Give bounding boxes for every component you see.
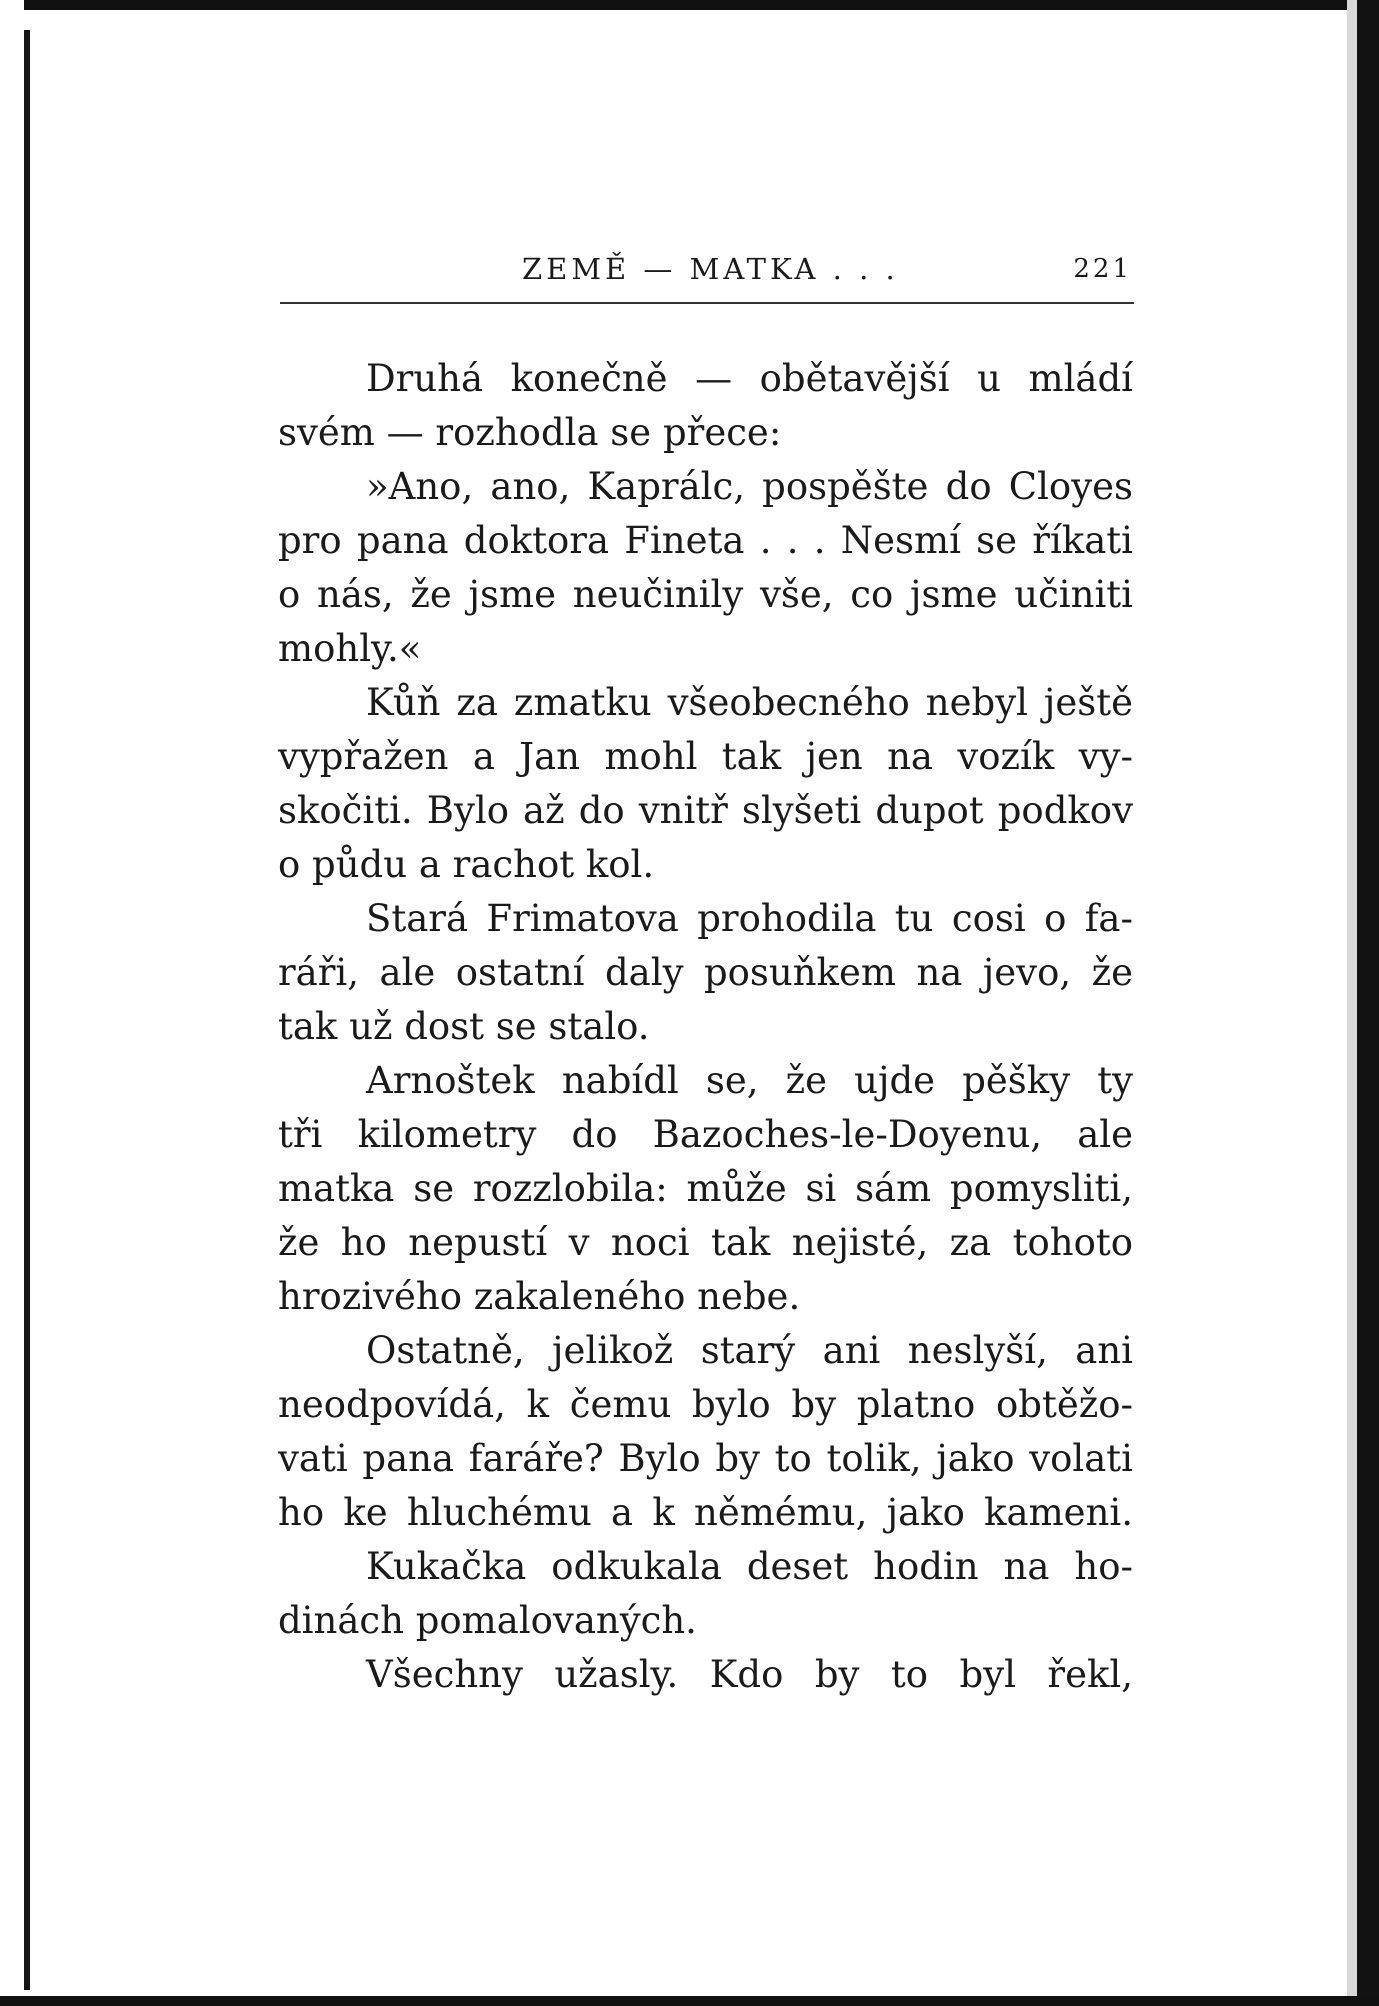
body-text: [278, 352, 1133, 1702]
text-line: Všechny užasly. Kdo by to byl řekl,: [366, 1653, 1133, 1696]
scan-border-bottom: [0, 1996, 1379, 2006]
text-line: skočiti. Bylo až do vnitř slyšeti dupot podkov: [278, 789, 1133, 832]
text-line: pro pana doktora Fineta . . . Nesmí se říkati: [278, 519, 1133, 562]
header-rule: [280, 302, 1134, 304]
text-line: ráři, ale ostatní daly posuňkem na jevo, že: [278, 951, 1133, 994]
text-line: ho ke hluchému a k němému, jako kameni.: [278, 1491, 1133, 1534]
text-line: mohly.«: [278, 627, 422, 670]
text-line: Stará Frimatova prohodila tu cosi o fa-: [366, 897, 1133, 940]
text-line: Arnoštek nabídl se, že ujde pěšky ty: [366, 1059, 1133, 1102]
scan-edge-left: [24, 30, 30, 1990]
text-line: že ho nepustí v noci tak nejisté, za tohoto: [278, 1221, 1133, 1264]
text-line: o nás, že jsme neučinily vše, co jsme učiniti: [278, 573, 1133, 616]
text-line: hrozivého zakaleného nebe.: [278, 1275, 801, 1318]
scan-border-top: [0, 0, 1379, 10]
text-line: matka se rozzlobila: může si sám pomysliti,: [278, 1167, 1133, 1210]
text-line: Kůň za zmatku všeobecného nebyl ještě: [366, 681, 1133, 724]
scan-border-right: [1357, 0, 1379, 2006]
running-title: ZEMĚ — MATKA . . .: [522, 252, 899, 286]
text-line: dinách pomalovaných.: [278, 1599, 697, 1642]
text-line: tak už dost se stalo.: [278, 1005, 650, 1048]
text-line: vypřažen a Jan mohl tak jen na vozík vy-: [278, 735, 1133, 778]
text-line: neodpovídá, k čemu bylo by platno obtěžo-: [278, 1383, 1133, 1426]
text-line: vati pana faráře? Bylo by to tolik, jako volati: [278, 1437, 1133, 1480]
text-line: Druhá konečně — obětavější u mládí: [366, 357, 1133, 400]
text-line: »Ano, ano, Kaprálc, pospěšte do Cloyes: [366, 465, 1133, 508]
text-line: svém — rozhodla se přece:: [278, 411, 782, 454]
scan-margin-left: [0, 0, 24, 2006]
scan-edge-right-shadow: [1347, 0, 1357, 2006]
text-line: Ostatně, jelikož starý ani neslyší, ani: [366, 1329, 1133, 1372]
text-line: Kukačka odkukala deset hodin na ho-: [366, 1545, 1133, 1588]
text-line: tři kilometry do Bazoches-le-Doyenu, ale: [278, 1113, 1133, 1156]
text-line: o půdu a rachot kol.: [278, 843, 655, 886]
page-number: 221: [1073, 254, 1132, 284]
running-head: [282, 252, 1132, 292]
